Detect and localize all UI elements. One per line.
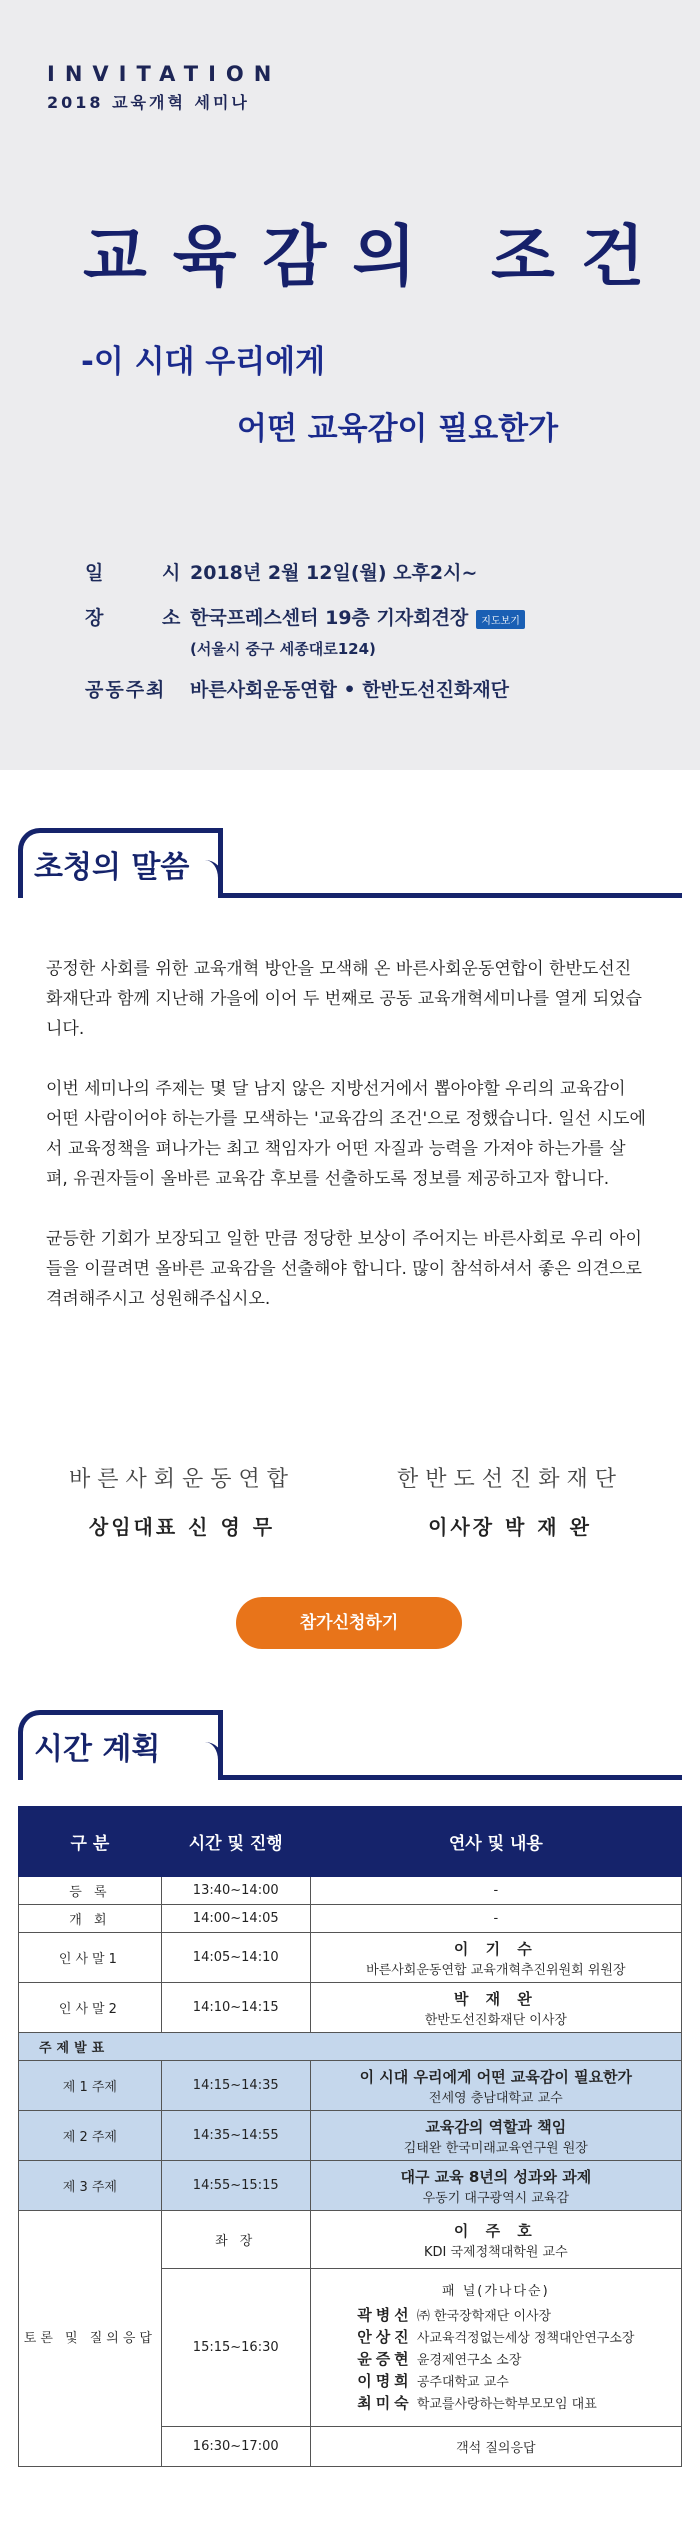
schedule-heading-title: 시간 계획 bbox=[34, 1732, 161, 1767]
row-label: 제 2 주제 bbox=[19, 2111, 162, 2161]
chair-role: KDI 국제정책대학원 교수 bbox=[424, 2244, 568, 2260]
table-row bbox=[19, 2061, 682, 2111]
panel-member bbox=[357, 2305, 634, 2327]
table-row bbox=[19, 1933, 682, 1983]
row-time: 13:40~14:00 bbox=[161, 1877, 310, 1905]
table-row bbox=[19, 1983, 682, 2033]
row-time: 16:30~17:00 bbox=[161, 2427, 310, 2467]
apply-button[interactable]: 참가신청하기 bbox=[236, 1597, 462, 1649]
signature-2 bbox=[350, 1462, 670, 1540]
heading-rule bbox=[223, 893, 682, 898]
panel-name: 곽병선 bbox=[357, 2306, 413, 2324]
row-label: 등 록 bbox=[19, 1877, 162, 1905]
place-label: 장 소 bbox=[85, 607, 207, 629]
date-label: 일 시 bbox=[85, 562, 207, 584]
panel-name: 윤증현 bbox=[357, 2350, 413, 2368]
table-row bbox=[19, 2161, 682, 2211]
table-row bbox=[19, 1905, 682, 1933]
row-label: 토론 및 질의응답 bbox=[19, 2211, 162, 2467]
row-time: 14:35~14:55 bbox=[161, 2111, 310, 2161]
row-content: 객석 질의응답 bbox=[310, 2427, 681, 2467]
table-row bbox=[19, 2111, 682, 2161]
row-content bbox=[310, 2061, 681, 2111]
place-value: 한국프레스센터 19층 기자회견장 bbox=[190, 607, 469, 629]
row-time: 15:15~16:30 bbox=[161, 2269, 310, 2427]
talk-title: 교육감의 역할과 책임 bbox=[425, 2117, 567, 2136]
signature-1 bbox=[22, 1462, 342, 1540]
talk-speaker: 전세영 충남대학교 교수 bbox=[428, 2090, 563, 2106]
heading-rule bbox=[223, 1775, 682, 1780]
panel-name: 이명희 bbox=[357, 2372, 413, 2390]
row-time: 14:05~14:10 bbox=[161, 1933, 310, 1983]
row-content bbox=[310, 2211, 681, 2269]
invite-heading bbox=[18, 828, 682, 898]
panel-role: 학교를사랑하는학부모모임 대표 bbox=[416, 2397, 597, 2412]
subtitle-line1: -이 시대 우리에게 bbox=[81, 344, 326, 380]
event-info bbox=[85, 558, 700, 702]
panel-role: 공주대학교 교수 bbox=[416, 2375, 509, 2390]
row-time: 14:00~14:05 bbox=[161, 1905, 310, 1933]
row-content: - bbox=[310, 1905, 681, 1933]
speaker-name: 이 기 수 bbox=[453, 1939, 538, 1958]
hero-header bbox=[0, 0, 700, 770]
panel-cell bbox=[310, 2269, 681, 2427]
host-label: 공동주최 bbox=[85, 679, 167, 701]
row-label: 제 3 주제 bbox=[19, 2161, 162, 2211]
row-label: 인사말1 bbox=[19, 1933, 162, 1983]
row-content bbox=[310, 2161, 681, 2211]
row-time: 14:10~14:15 bbox=[161, 1983, 310, 2033]
panel-heading: 패 널(가나다순) bbox=[442, 2284, 550, 2299]
row-label: 인사말2 bbox=[19, 1983, 162, 2033]
row-content bbox=[310, 1983, 681, 2033]
invite-paragraph-3: 균등한 기회가 보장되고 일한 만큼 정당한 보상이 주어지는 바른사회로 우리 아이들을 이끌려면 올바른 교육감을 선출해야 합니다. 많이 참석하셔서 좋은 의견으로 격려해주시고 성원해주십시오. bbox=[46, 1229, 642, 1309]
table-row bbox=[19, 1877, 682, 1905]
chair-label: 좌 장 bbox=[161, 2211, 310, 2269]
row-label: 개 회 bbox=[19, 1905, 162, 1933]
panel-member bbox=[357, 2327, 634, 2349]
talk-title: 대구 교육 8년의 성과와 과제 bbox=[400, 2167, 592, 2186]
date-row bbox=[85, 558, 700, 585]
host-value: 바른사회운동연합 • 한반도선진화재단 bbox=[190, 679, 510, 701]
seminar-label: 2018 교육개혁 세미나 bbox=[47, 93, 250, 112]
subtitle-line2: 어떤 교육감이 필요한가 bbox=[237, 411, 559, 447]
panel-role: ㈜ 한국장학재단 이사장 bbox=[416, 2309, 552, 2324]
schedule-heading bbox=[18, 1710, 682, 1780]
place-address: (서울시 중구 세종대로124) bbox=[190, 640, 376, 658]
host-row bbox=[85, 675, 700, 702]
schedule-table bbox=[18, 1806, 682, 2467]
row-time: 14:55~15:15 bbox=[161, 2161, 310, 2211]
col-header-time: 시간 및 진행 bbox=[161, 1807, 310, 1877]
row-content bbox=[310, 2111, 681, 2161]
panel-role: 사교육걱정없는세상 정책대안연구소장 bbox=[416, 2331, 635, 2346]
talk-speaker: 우동기 대구광역시 교육감 bbox=[422, 2190, 570, 2206]
table-row bbox=[19, 2211, 682, 2269]
invite-heading-title: 초청의 말씀 bbox=[34, 850, 190, 885]
panel-member bbox=[357, 2371, 634, 2393]
row-content: - bbox=[310, 1877, 681, 1905]
col-header-category: 구 분 bbox=[19, 1807, 162, 1877]
talk-speaker: 김태완 한국미래교육연구원 원장 bbox=[403, 2140, 588, 2156]
speaker-role: 한반도선진화재단 이사장 bbox=[424, 2012, 567, 2028]
panel-member bbox=[357, 2393, 634, 2415]
signature-org: 바른사회운동연합 bbox=[68, 1467, 296, 1492]
row-time: 14:15~14:35 bbox=[161, 2061, 310, 2111]
table-header-row bbox=[19, 1807, 682, 1877]
invite-paragraph-1: 공정한 사회를 위한 교육개혁 방안을 모색해 온 바른사회운동연합이 한반도선진화재단과 함께 지난해 가을에 이어 두 번째로 공동 교육개혁세미나를 열게 되었습니다. bbox=[46, 959, 642, 1039]
place-row bbox=[85, 603, 700, 630]
invite-paragraph-2: 이번 세미나의 주제는 몇 달 남지 않은 지방선거에서 뽑아야할 우리의 교육감이 어떤 사람이어야 하는가를 모색하는 '교육감의 조건'으로 정했습니다. 일선 시도에서 교육정책을 펴나가는 최고 책임자가 어떤 자질과 능력을 가져야 하는가를 살펴, 유권자들이 올바른 교육감 후보를 선출하도록 정보를 제공하고자 합니다. bbox=[46, 1079, 646, 1189]
map-button[interactable]: 지도보기 bbox=[476, 610, 525, 629]
signature-org: 한반도선진화재단 bbox=[396, 1467, 624, 1492]
panel-name: 안상진 bbox=[357, 2328, 413, 2346]
invitation-label: INVITATION bbox=[47, 62, 282, 86]
speaker-name: 박 재 완 bbox=[453, 1989, 538, 2008]
signature-name: 이사장 박 재 완 bbox=[428, 1515, 592, 1539]
signature-name: 상임대표 신 영 무 bbox=[88, 1515, 276, 1539]
date-value: 2018년 2월 12일(월) 오후2시~ bbox=[190, 562, 478, 584]
panel-name: 최미숙 bbox=[357, 2394, 413, 2412]
section-row bbox=[19, 2033, 682, 2061]
panel-member bbox=[357, 2349, 634, 2371]
row-content bbox=[310, 1933, 681, 1983]
panel-list bbox=[357, 2305, 634, 2415]
section-label: 주제발표 bbox=[19, 2033, 682, 2061]
page-title: 교육감의 조건 bbox=[83, 218, 671, 295]
col-header-content: 연사 및 내용 bbox=[310, 1807, 681, 1877]
talk-title: 이 시대 우리에게 어떤 교육감이 필요한가 bbox=[359, 2067, 633, 2086]
chair-name: 이 주 호 bbox=[453, 2221, 538, 2240]
row-label: 제 1 주제 bbox=[19, 2061, 162, 2111]
speaker-role: 바른사회운동연합 교육개혁추진위원회 위원장 bbox=[366, 1962, 626, 1978]
invite-body bbox=[46, 954, 646, 1344]
panel-role: 윤경제연구소 소장 bbox=[416, 2353, 522, 2368]
